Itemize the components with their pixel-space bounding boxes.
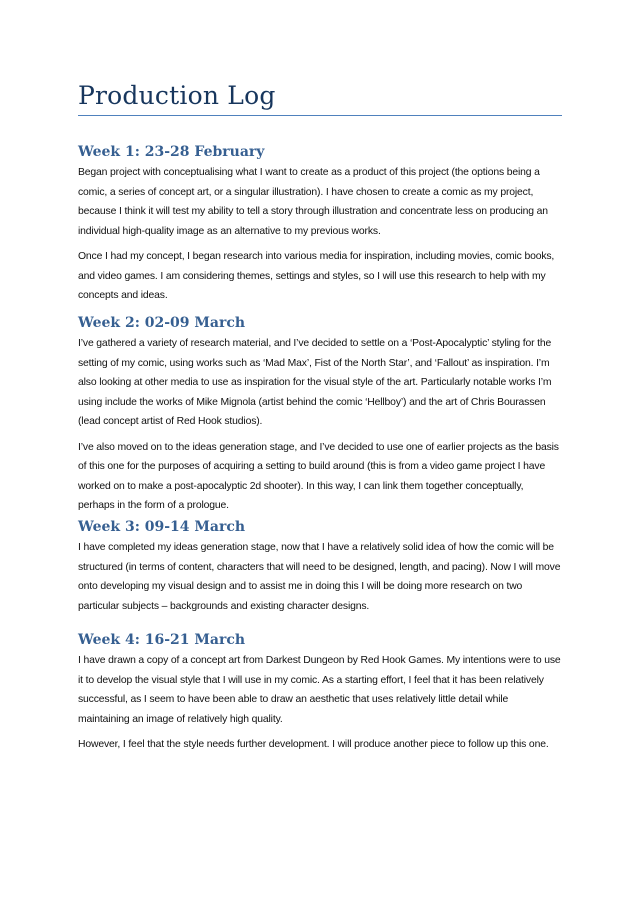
section-heading: Week 4: 16-21 March [78, 632, 246, 648]
section-week-1 [78, 142, 562, 312]
section-heading: Week 1: 23-28 February [78, 144, 265, 160]
title-underline [78, 115, 562, 116]
paragraph: However, I feel that the style needs further development. I will produce another piece to follow up this one. [78, 739, 549, 750]
paragraph: Once I had my concept, I began research into various media for inspiration, including movies, comic books, and video games. I am considering themes, settings and styles, so I will use this research to help with my concepts and ideas. [78, 251, 555, 301]
section-heading: Week 3: 09-14 March [78, 519, 246, 535]
paragraph: I’ve gathered a variety of research material, and I’ve decided to settle on a ‘Post-Apocalyptic’ styling for the setting of my comic, using works such as ‘Mad Max’, Fist of the North Star’, and ‘Fallout’ as inspiration. I’m also looking at other media to use as inspiration for the visual style of the art. Particularly notable works I’m using include the works of Mike Mignola (artist behind the comic ‘Hellboy’) and the art of Chris Bourassen (lead concept artist of Red Hook studios). [78, 338, 552, 427]
section-heading: Week 2: 02-09 March [78, 315, 246, 331]
section-week-2 [78, 313, 562, 522]
paragraph: I have drawn a copy of a concept art from Darkest Dungeon by Red Hook Games. My intentions were to use it to develop the visual style that I will use in my comic. As a starting effort, I feel that it has been relatively successful, as I seem to have been able to draw an aesthetic that uses relatively little detail while maintaining an image of relatively high quality. [78, 655, 561, 725]
paragraph: I’ve also moved on to the ideas generation stage, and I’ve decided to use one of earlier projects as the basis of this one for the purposes of acquiring a setting to build around (this is from a video game project I have worked on to make a post-apocalyptic 2d shooter). In this way, I can link them together conceptually, perhaps in the form of a prologue. [78, 441, 559, 511]
page-title: Production Log [78, 81, 276, 110]
paragraph: I have completed my ideas generation stage, now that I have a relatively solid idea of how the comic will be structured (in terms of content, characters that will need to be designed, length, and pacing). Now I will move onto developing my visual design and to assist me in doing this I will be doing more research on two particular subjects – backgrounds and existing character designs. [78, 542, 561, 612]
section-week-4 [78, 630, 562, 761]
section-week-3 [78, 517, 562, 622]
paragraph: Began project with conceptualising what I want to create as a product of this project (the options being a comic, a series of concept art, or a singular illustration). I have chosen to create a comic as my project, because I think it will test my ability to tell a story through illustration and concentrate less on producing an individual high-quality image as an alternative to my previous works. [78, 167, 548, 237]
